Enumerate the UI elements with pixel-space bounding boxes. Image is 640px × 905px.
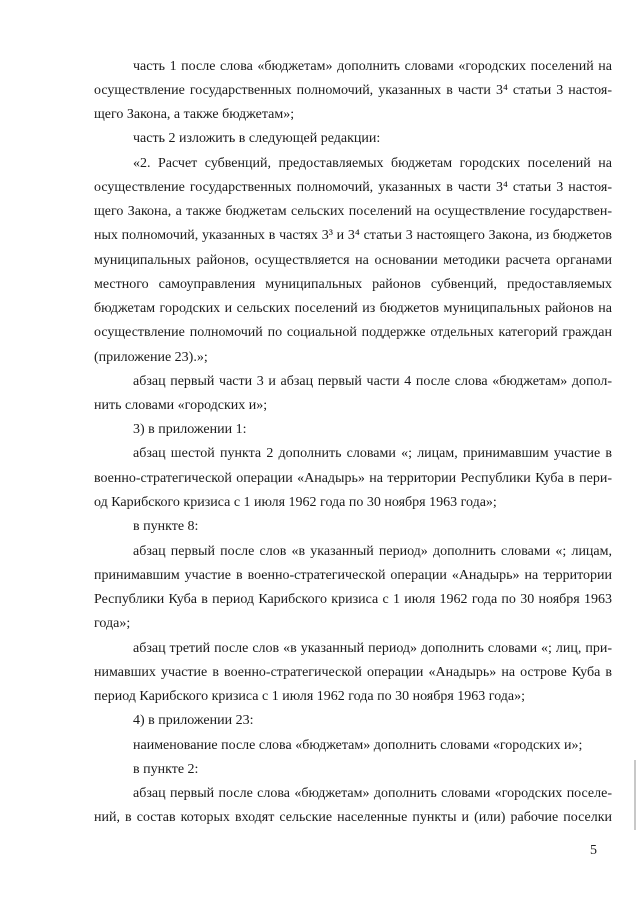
text-line: принимавшим участие в военно-стратегической операции «Анадырь» на территории xyxy=(94,568,612,583)
text-line: осуществление государственных полномочий, указанных в части 3⁴ статьи 3 настоя- xyxy=(94,83,612,98)
text-line: бюджетам городских и сельских поселений из бюджетов муниципальных районов на xyxy=(94,301,612,316)
text-line: «2. Расчет субвенций, предоставляемых бюджетам городских поселений на xyxy=(133,156,612,171)
text-line: нить словами «городских и»; xyxy=(94,398,268,413)
text-line: абзац первый после слова «бюджетам» дополнить словами «городских поселе- xyxy=(133,786,612,801)
text-line: муниципальных районов, осуществляется на основании методики расчета органами xyxy=(94,253,612,268)
text-line: абзац первый части 3 и абзац первый части 4 после слова «бюджетам» допол- xyxy=(133,374,612,389)
text-line: года»; xyxy=(94,616,131,631)
text-line: в пункте 2: xyxy=(133,762,199,777)
text-line: ных полномочий, указанных в частях 3³ и 3⁴ статьи 3 настоящего Закона, из бюджетов xyxy=(94,228,612,243)
text-line: абзац шестой пункта 2 дополнить словами «; лицам, принимавшим участие в xyxy=(133,446,612,461)
scan-edge-mark xyxy=(634,760,636,830)
text-line: ний, в состав которых входят сельские населенные пункты и (или) рабочие поселки xyxy=(94,810,612,825)
text-line: щего Закона, а также бюджетам сельских поселений на осуществление государствен- xyxy=(94,204,612,219)
page-number: 5 xyxy=(590,843,597,858)
text-line: абзац первый после слов «в указанный период» дополнить словами «; лицам, xyxy=(133,544,612,559)
text-line: наименование после слова «бюджетам» дополнить словами «городских и»; xyxy=(133,738,583,753)
text-line: (приложение 23).»; xyxy=(94,350,208,365)
text-line: Республики Куба в период Карибского кризиса с 1 июля 1962 года по 30 ноября 1963 xyxy=(94,592,612,607)
text-line: щего Закона, а также бюджетам»; xyxy=(94,107,295,122)
text-line: часть 1 после слова «бюджетам» дополнить словами «городских поселений на xyxy=(133,59,612,74)
text-line: местного самоуправления муниципальных районов субвенций, предоставляемых xyxy=(94,277,612,292)
text-line: осуществление государственных полномочий, указанных в части 3⁴ статьи 3 настоя- xyxy=(94,180,612,195)
text-line: од Карибского кризиса с 1 июля 1962 года по 30 ноября 1963 года»; xyxy=(94,495,497,510)
text-line: часть 2 изложить в следующей редакции: xyxy=(133,131,381,146)
text-line: 4) в приложении 23: xyxy=(133,713,254,728)
text-line: период Карибского кризиса с 1 июля 1962 года по 30 ноября 1963 года»; xyxy=(94,689,526,704)
text-line: осуществление полномочий по социальной поддержке отдельных категорий граждан xyxy=(94,325,612,340)
text-line: нимавших участие в военно-стратегической операции «Анадырь» на острове Куба в xyxy=(94,665,612,680)
text-line: абзац третий после слов «в указанный период» дополнить словами «; лиц, при- xyxy=(133,641,612,656)
text-line: в пункте 8: xyxy=(133,519,199,534)
text-line: военно-стратегической операции «Анадырь» на территории Республики Куба в пери- xyxy=(94,471,612,486)
text-line: 3) в приложении 1: xyxy=(133,422,247,437)
